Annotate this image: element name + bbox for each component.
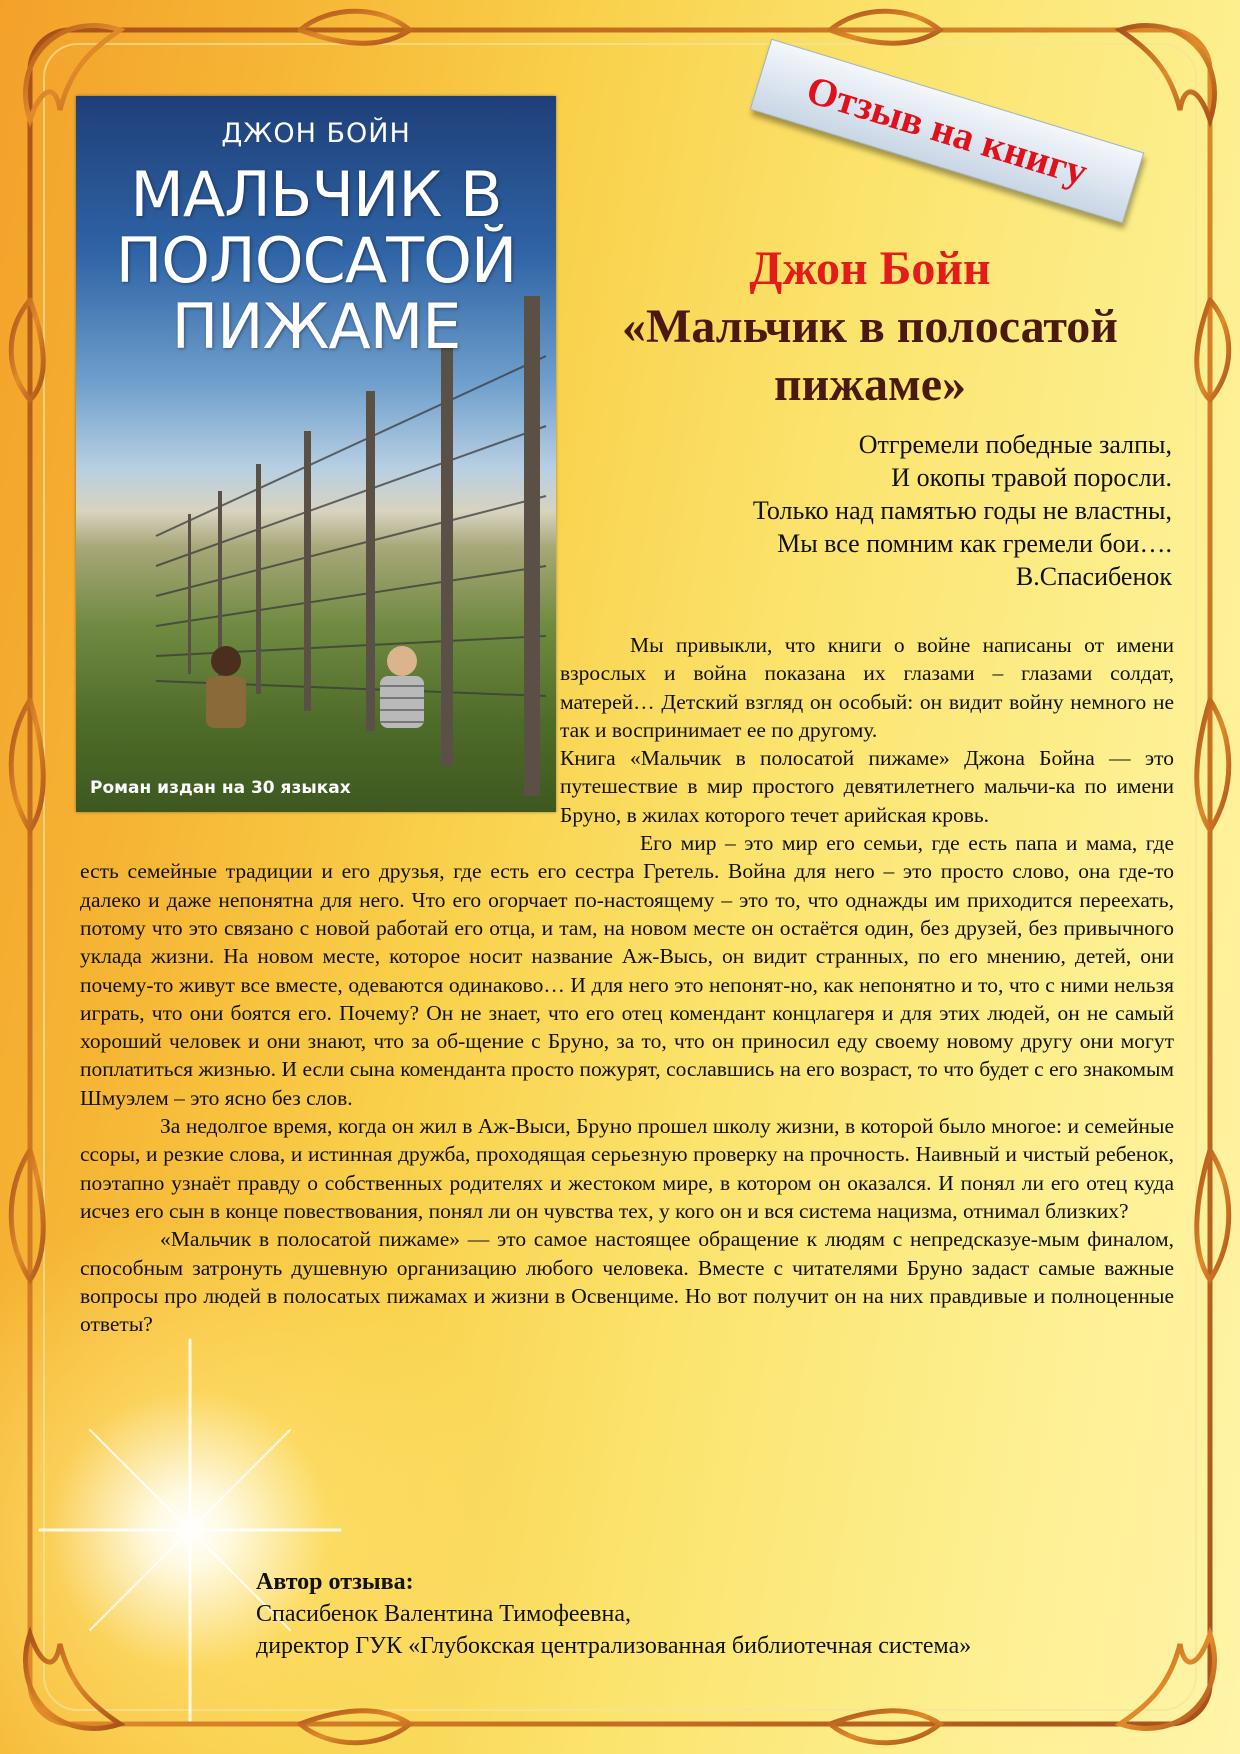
cover-wrap-spacer [80,631,560,832]
cover-title-line: ПИЖАМЕ [171,290,461,363]
cover-languages-note: Роман издан на 30 языках [90,778,351,798]
epigraph-author: В.Спасибенок [1015,562,1172,591]
cover-title-line: ПОЛОСАТОЙ [115,224,517,297]
cover-author: ДЖОН БОЙН [221,118,411,149]
review-author-position: директор ГУК «Глубокская централизованная библиотечная система» [256,1633,972,1659]
review-body [80,631,1174,1338]
review-paragraph: Его мир – это мир его семьи, где есть папа и мама, где есть семейные традиции и его друзья, где есть его сестра Гретель. Война для него – это просто слово, она где-то далеко и даже непонятна для него. Что его огорчает по-настоящему – это то, что однажды им приходится переехать, потому что это связано с новой работай его отца, и там, на новом месте он остаётся один, без друзей, без привычного уклада жизни. На новом месте, которое носит название Аж-Высь, он видит странных, по его мнению, детей, они почему-то живут все вместе, одеваются одинаково… И для него это непонят-но, как непонятно и то, что с ними нельзя играть, что они боятся его. Почему? Он не знает, что его отец комендант концлагеря и для этих людей, он не самый хороший человек и они знают, что за об-щение с Бруно, за то, что он приносил еду своему новому другу они могут поплатиться жизнью. И если сына коменданта просто пожурят, сославшись на его возраст, то что будет с его знакомым Шмуэлем – это ясно без слов. [80,831,1174,1110]
page-heading [560,240,1180,414]
review-author-name: Спасибенок Валентина Тимофеевна, [256,1601,631,1627]
review-author-label: Автор отзыва: [256,1569,414,1595]
heading-author: Джон Бойн [749,242,991,295]
review-paragraph: «Мальчик в полосатой пижаме» — это самое настоящее обращение к людям с непредсказуе-мым финалом, способным затронуть душевную организацию любого человека. Вместе с читателями Бруно задаст самые важные вопросы про людей в полосатых пижамах и жизни в Освенциме. Но вот получит он на них правдивые и полноценные ответы? [80,1227,1174,1337]
cover-title [76,158,556,363]
review-author-block [256,1566,971,1662]
review-paragraph: Мы привыкли, что книги о войне написаны от имени взрослых и война показана их глазами – глазами солдат, матерей… Детский взгляд он особый: он видит войну немного не так и воспринимает ее по другому. [560,633,1174,742]
heading-book-title-line1: «Мальчик в полосатой [622,300,1118,353]
heading-book-title-line2: пижаме» [773,358,967,411]
cover-title-line: МАЛЬЧИК В [130,158,502,231]
epigraph-line: Мы все помним как гремели бои…. [777,529,1172,558]
review-paragraph: Книга «Мальчик в полосатой пижаме» Джона Бойна — это путешествие в мир простого девятилетнего мальчи-ка по имени Бруно, в жилах которого течет арийская кровь. [560,746,1174,827]
epigraph-line: И окопы травой поросли. [891,463,1172,492]
epigraph-line: Только над памятью годы не властны, [752,496,1172,525]
epigraph [572,428,1172,593]
review-badge: Отзыв на книгу [750,39,1145,224]
review-paragraph: За недолгое время, когда он жил в Аж-Выси, Бруно прошел школу жизни, в которой было многое: и семейные ссоры, и резкие слова, и истинная дружба, проходящая серьезную проверку на прочность. Наивный и чистый ребенок, поэтапно узнаёт правду о собственных родителях и жестоком мире, в котором он оказался. И понял ли его отец куда исчез его сын в конце повествования, понял ли он чувства тех, у кого он и вся система нацизма, отнимал близких? [80,1114,1174,1223]
epigraph-line: Отгремели победные залпы, [858,430,1172,459]
